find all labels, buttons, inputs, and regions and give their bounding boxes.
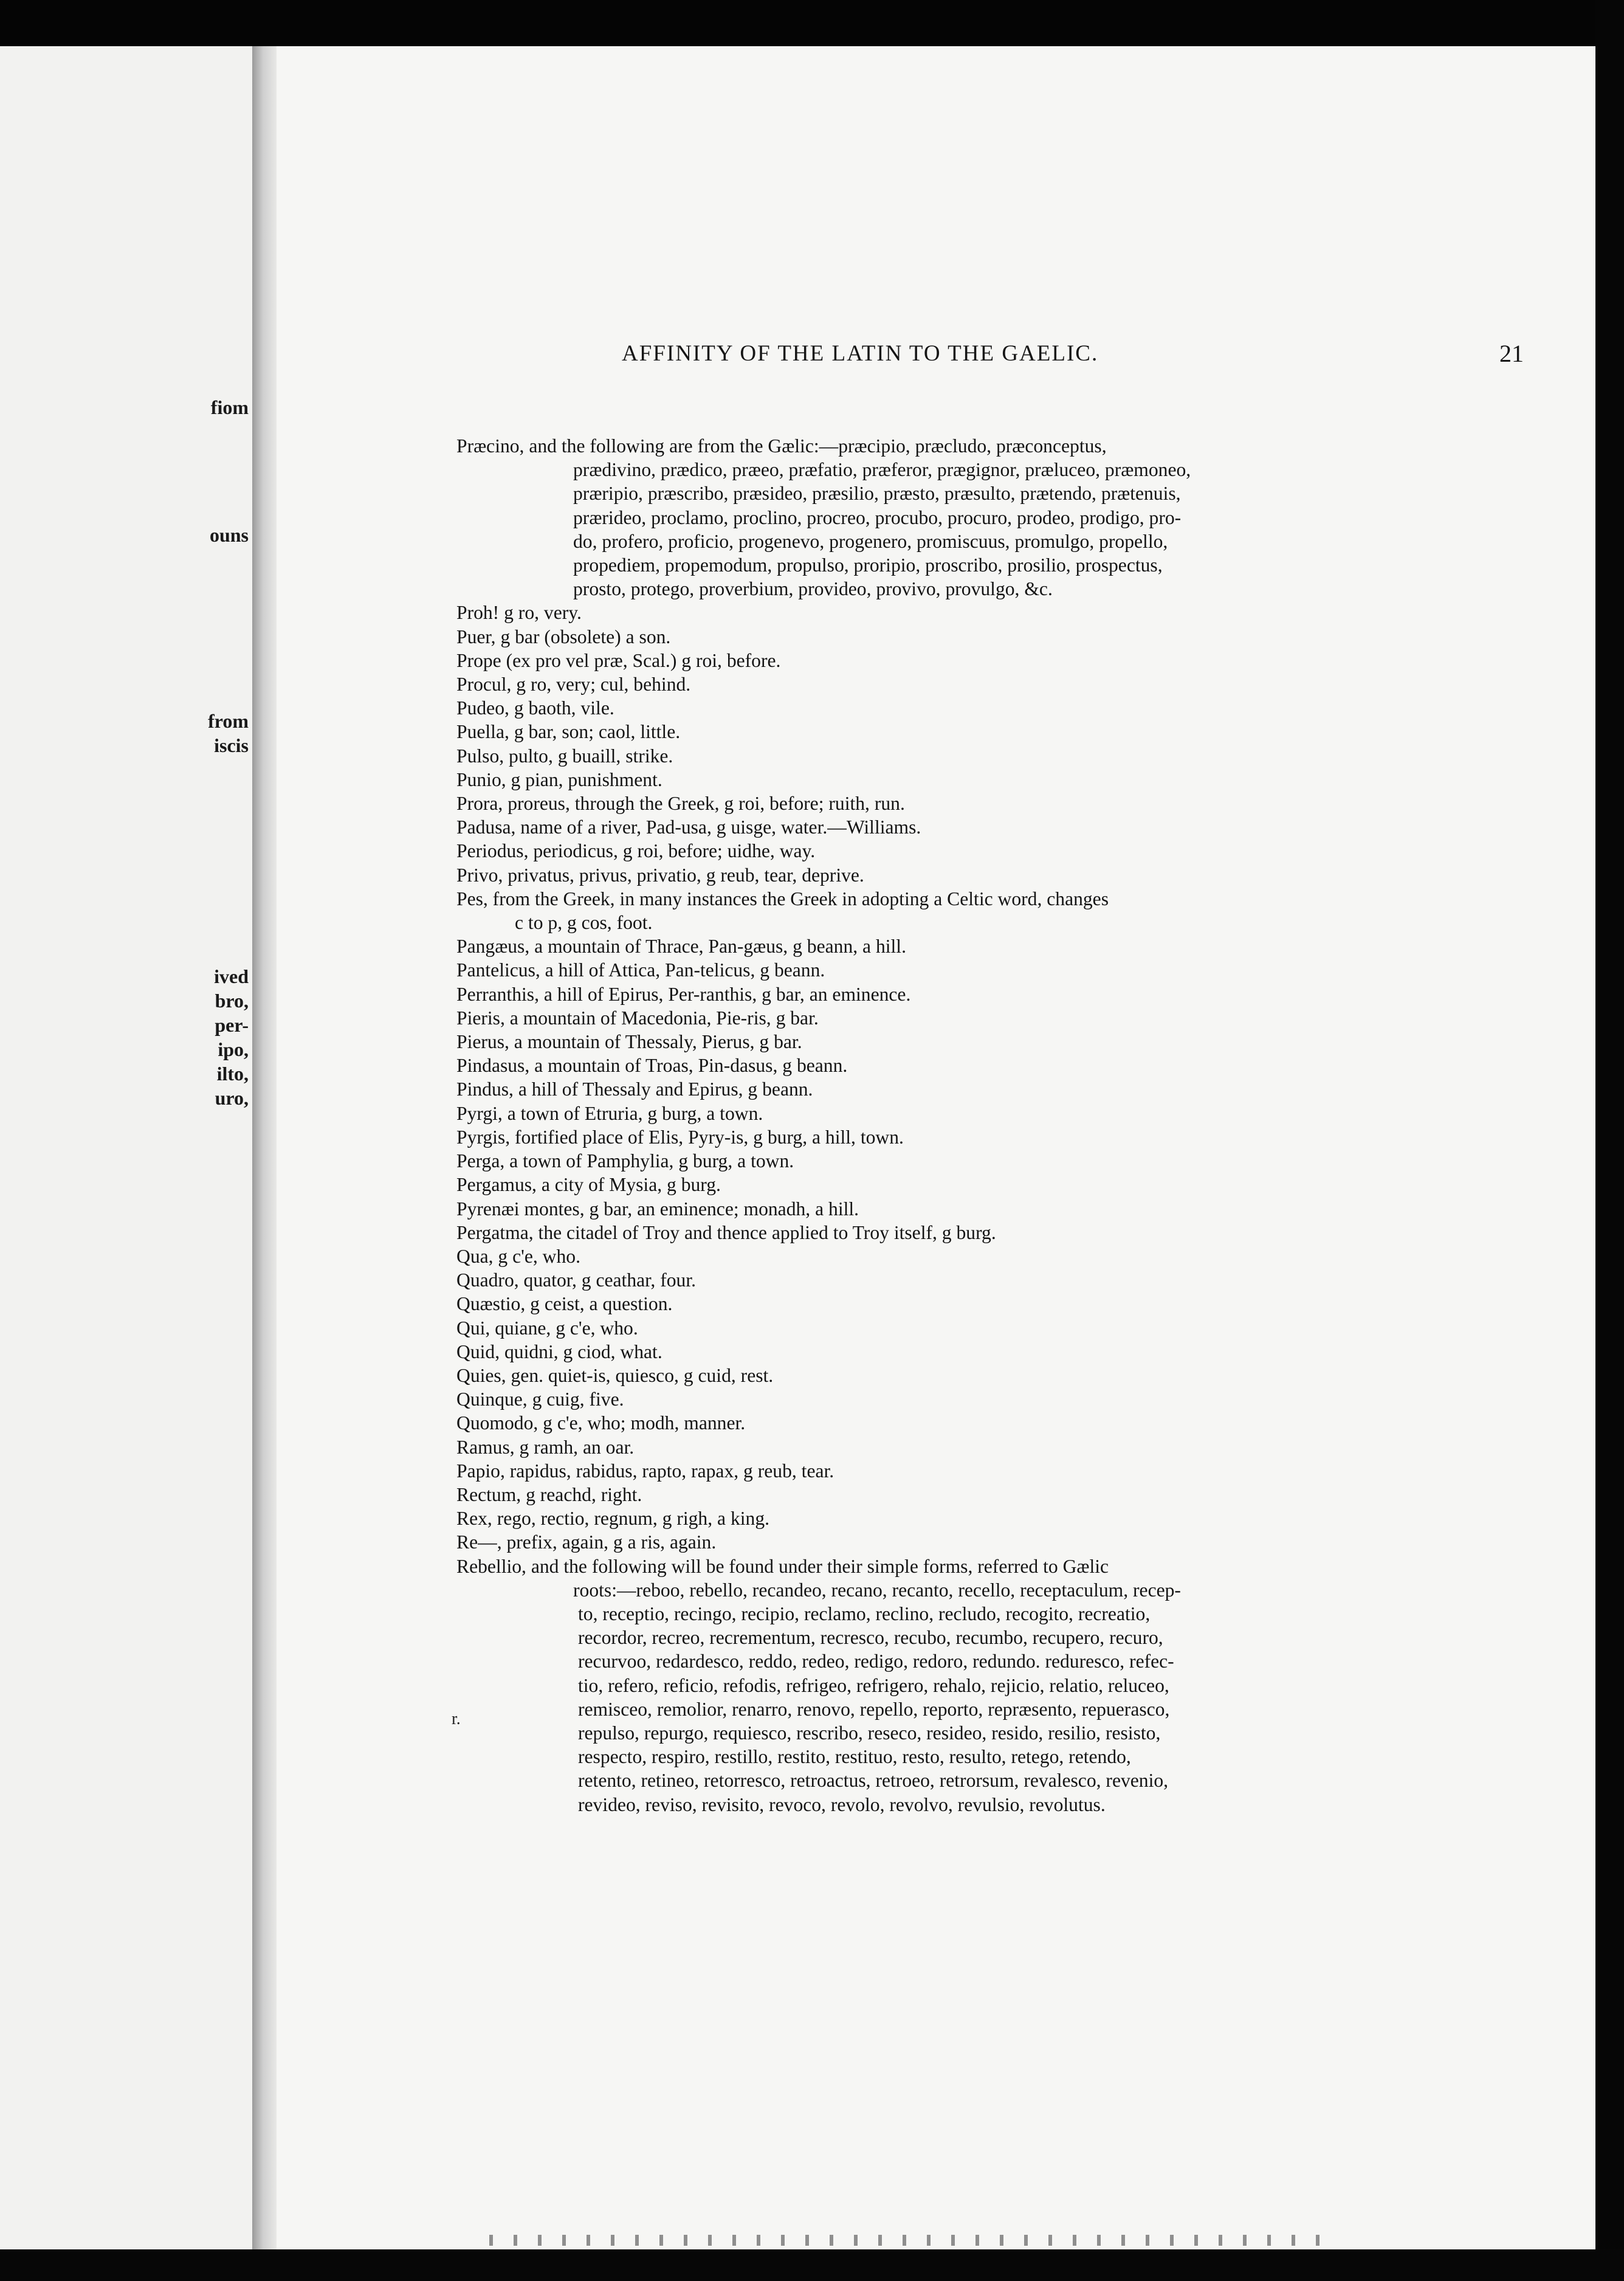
entry: Prora, proreus, through the Greek, g roi, before; ruith, run. [456,793,905,815]
entry-rebellio [456,1555,1563,1817]
entry-line: retento, retineo, retorresco, retroactus, retroeo, retrorsum, revalesco, revenio, [578,1770,1169,1792]
entry: Quid, quidni, g ciod, what. [456,1341,662,1362]
entry-line: revideo, reviso, revisito, revoco, revolo, revolvo, revulsio, revolutus. [578,1793,1106,1815]
entry-line: do, profero, proficio, progenevo, progenero, promiscuus, promulgo, propello, [573,530,1168,552]
entry-line: roots:—reboo, rebello, recandeo, recano, recanto, recello, receptaculum, recep- [573,1579,1181,1601]
facing-page-fragment: fiom [210,396,249,418]
entry: Quæstio, g ceist, a question. [456,1293,673,1315]
entry: Procul, g ro, very; cul, behind. [456,674,691,695]
facing-page-fragment-group [214,964,249,1110]
facing-page-fragment: ouns [209,524,249,546]
entry: Proh! g ro, very. [456,602,582,624]
entry: Qui, quiane, g c'e, who. [456,1317,638,1339]
entry-line: repulso, repurgo, requiesco, rescribo, reseco, resideo, resido, resilio, resisto, [578,1722,1161,1744]
entry: Pulso, pulto, g buaill, strike. [456,745,673,767]
entry: Ramus, g ramh, an oar. [456,1436,635,1458]
facing-page-fragment: iscis [214,734,249,756]
facing-page-edge [0,46,252,2249]
entry: Pyrenæi montes, g bar, an eminence; monadh, a hill. [456,1198,859,1220]
entry: Quinque, g cuig, five. [456,1389,624,1410]
entry: Pergamus, a city of Mysia, g burg. [456,1174,721,1196]
entry: Pes, from the Greek, in many instances the Greek in adopting a Celtic word, changes [456,888,1109,909]
facing-page-fragment: ilto, [216,1063,249,1085]
entry: Punio, g pian, punishment. [456,768,662,790]
entry-line: Præcino, and the following are from the Gælic:—præcipio, præcludo, præconceptus, [456,435,1107,457]
dictionary-entries [456,434,1563,1817]
entry: Pindasus, a mountain of Troas, Pin-dasus, g beann. [456,1055,848,1077]
entry-line: tio, refero, reficio, refodis, refrigeo, refrigero, rehalo, rejicio, relatio, reluceo, [578,1674,1169,1696]
entry: Puer, g bar (obsolete) a son. [456,626,671,647]
entry-line: recurvoo, redardesco, reddo, redeo, redigo, redoro, redundo. reduresco, refec- [578,1651,1174,1672]
entry-line: respecto, respiro, restillo, restito, restituo, resto, resulto, retego, retendo, [578,1746,1131,1768]
entry-line: remisceo, remolior, renarro, renovo, repello, reporto, repræsento, repuerasco, [578,1698,1170,1720]
entry: Pangæus, a mountain of Thrace, Pan-gæus, g beann, a hill. [456,936,906,958]
entry: Pergatma, the citadel of Troy and thence applied to Troy itself, g burg. [456,1221,996,1243]
scan-border-right [1595,0,1624,2281]
entry-continuation: c to p, g cos, foot. [515,912,653,934]
page-number: 21 [1499,340,1524,367]
entry: Rex, rego, rectio, regnum, g righ, a king. [456,1508,770,1530]
scan-noise [489,2235,1340,2246]
book-gutter [252,46,277,2249]
scan-border-top [0,0,1624,46]
entry: Pyrgi, a town of Etruria, g burg, a town. [456,1102,763,1124]
facing-page-fragment: per- [215,1014,249,1036]
entry-line: Rebellio, and the following will be found under their simple forms, referred to Gælic [456,1555,1109,1577]
facing-page-fragment: uro, [215,1087,249,1109]
entry: Quies, gen. quiet-is, quiesco, g cuid, rest. [456,1364,774,1386]
scan-border-bottom [0,2249,1624,2281]
entry: Pantelicus, a hill of Attica, Pan-telicus, g beann. [456,959,825,981]
entry: Puella, g bar, son; caol, little. [456,721,681,743]
running-head: AFFINITY OF THE LATIN TO THE GAELIC. [622,341,1099,366]
entry: Prope (ex pro vel præ, Scal.) g roi, before. [456,649,781,671]
entry: Pierus, a mountain of Thessaly, Pierus, g bar. [456,1031,802,1053]
entry: Periodus, periodicus, g roi, before; uidhe, way. [456,840,816,862]
entry: Qua, g c'e, who. [456,1245,580,1267]
entry: Pindus, a hill of Thessaly and Epirus, g beann. [456,1078,813,1100]
entry-line: propediem, propemodum, propulso, proripio, proscribo, prosilio, prospectus, [573,554,1163,576]
facing-page-fragment: from [208,710,249,732]
entry-line: præripio, præscribo, præsideo, præsilio, præsto, præsulto, prætendo, prætenuis, [573,483,1181,505]
facing-page-fragment: ived [214,965,249,987]
page [277,46,1595,2249]
entry-line: prædivino, prædico, præeo, præfatio, præferor, prægignor, præluceo, præmoneo, [573,459,1191,481]
facing-page-fragment: bro, [215,990,249,1012]
entry: Pieris, a mountain of Macedonia, Pie-ris, g bar. [456,1007,819,1029]
entry: Perga, a town of Pamphylia, g burg, a town. [456,1150,794,1172]
entry: Pudeo, g baoth, vile. [456,697,614,719]
entry: Privo, privatus, privus, privatio, g reub, tear, deprive. [456,864,864,886]
entry: Padusa, name of a river, Pad-usa, g uisge, water.—Williams. [456,816,921,838]
entry: Re—, prefix, again, g a ris, again. [456,1531,717,1553]
entry-praecino [456,434,1563,601]
entry: Quomodo, g c'e, who; modh, manner. [456,1412,746,1434]
entry: Rectum, g reachd, right. [456,1483,642,1505]
entry-line: recordor, recreo, recrementum, recresco, recubo, recumbo, recupero, recuro, [578,1627,1163,1649]
entry: Perranthis, a hill of Epirus, Per-ranthis, g bar, an eminence. [456,983,911,1005]
entry-line: prærideo, proclamo, proclino, procreo, procubo, procuro, prodeo, prodigo, pro- [573,506,1182,528]
entry: Pyrgis, fortified place of Elis, Pyry-is, g burg, a hill, town. [456,1126,904,1148]
entry-line: to, receptio, recingo, recipio, reclamo, reclino, recludo, recogito, recreatio, [578,1603,1151,1624]
margin-mark: r. [452,1710,461,1728]
facing-page-fragment: ipo, [218,1038,249,1060]
entry: Quadro, quator, g ceathar, four. [456,1269,696,1291]
entry-line: prosto, protego, proverbium, provideo, provivo, provulgo, &c. [573,578,1053,600]
entry: Papio, rapidus, rabidus, rapto, rapax, g reub, tear. [456,1460,834,1482]
